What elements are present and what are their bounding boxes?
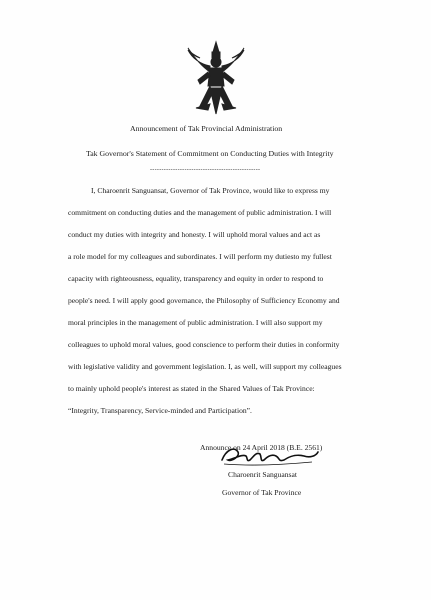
- signatory-name: Charoenrit Sanguansat: [228, 470, 297, 479]
- signature-image: [220, 440, 320, 470]
- body-line: I, Charoenrit Sanguansat, Governor of Tak Province, would like to express my: [91, 186, 330, 195]
- body-line: a role model for my colleagues and subordinates. I will perform my dutiesto my fullest: [68, 252, 332, 261]
- document-subtitle: Tak Governor's Statement of Commitment on Conducting Duties with Integrity: [86, 149, 334, 158]
- body-line: capacity with righteousness, equality, transparency and equity in order to respond to: [68, 274, 324, 283]
- body-line: moral principles in the management of public administration. I will also support my: [68, 318, 323, 327]
- body-line: to mainly uphold people's interest as stated in the Shared Values of Tak Province:: [68, 384, 315, 393]
- document-title: Announcement of Tak Provincial Administration: [130, 124, 283, 133]
- signatory-position: Governor of Tak Province: [222, 488, 302, 497]
- garuda-emblem-icon: [186, 40, 246, 116]
- body-line: colleagues to uphold moral values, good conscience to perform their duties in conformity: [68, 340, 340, 349]
- body-line: with legislative validity and government legislation. I, as well, will support my colleagues: [68, 362, 342, 371]
- body-line: conduct my duties with integrity and honesty. I will uphold moral values and act as: [68, 230, 321, 239]
- title-separator: ------------------------------------------------: [150, 167, 261, 173]
- body-line: commitment on conducting duties and the management of public administration. I will: [68, 208, 332, 217]
- body-line: people's need. I will apply good governance, the Philosophy of Sufficiency Economy and: [68, 296, 340, 305]
- body-line: “Integrity, Transparency, Service-minded and Participation”.: [68, 406, 252, 415]
- announce-date: Announce on 24 April 2018 (B.E. 2561): [200, 443, 323, 452]
